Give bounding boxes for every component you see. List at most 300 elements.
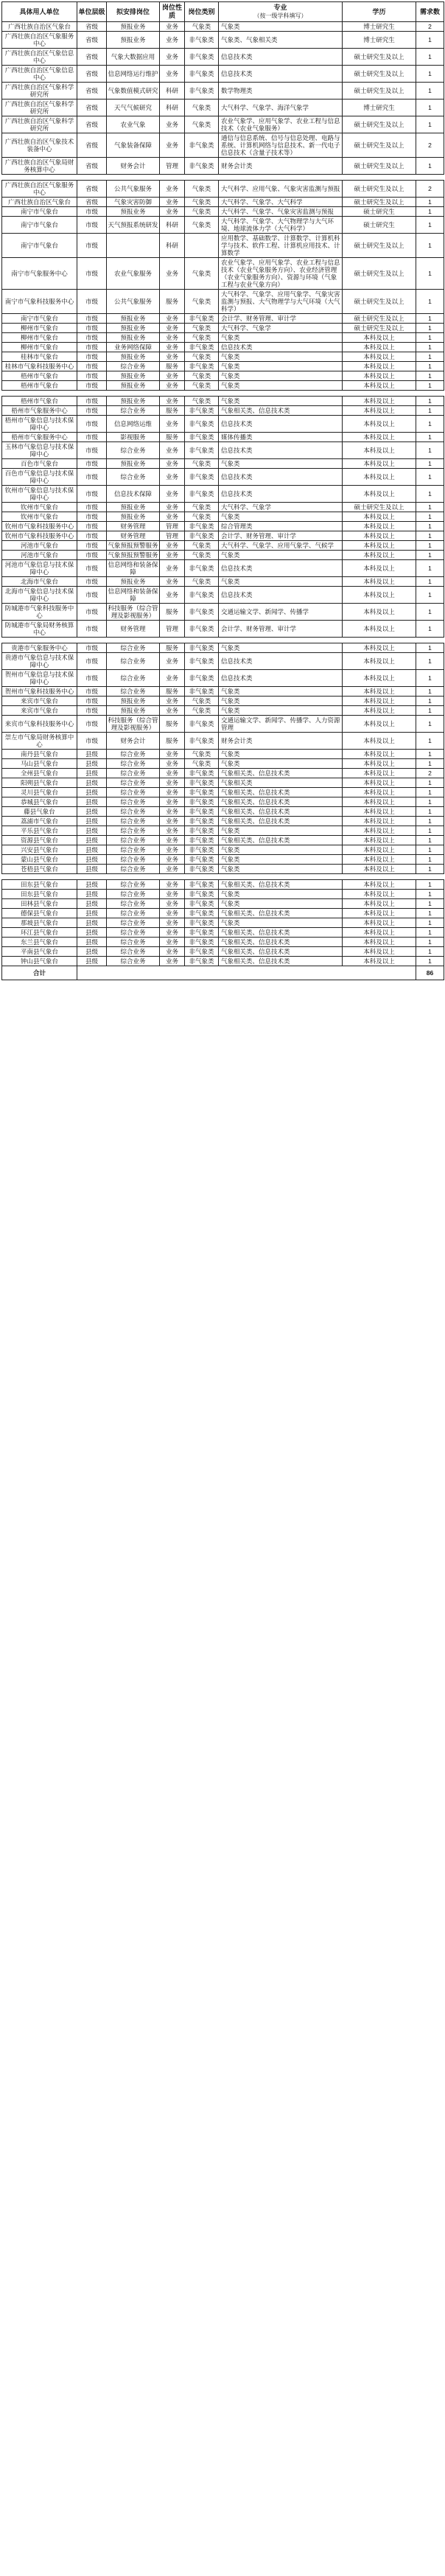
table-row [2, 697, 444, 706]
cell-position: 综合业务 [107, 769, 160, 778]
table-row [2, 486, 444, 503]
cell-unit: 防城港市气象局财务核算中心 [2, 621, 77, 638]
cell-level: 省级 [77, 198, 107, 207]
cell-position: 业务网络保障 [107, 343, 160, 352]
cell-level: 市级 [77, 207, 107, 217]
table-row [2, 560, 444, 577]
cell-level: 县级 [77, 817, 107, 826]
cell-education: 本科及以上 [343, 512, 416, 522]
cell-level: 市级 [77, 670, 107, 687]
table-row [2, 865, 444, 874]
table-header-row [2, 2, 444, 22]
cell-nature: 业务 [160, 512, 185, 522]
cell-level: 市级 [77, 643, 107, 653]
cell-education: 本科及以上 [343, 442, 416, 459]
cell-nature: 业务 [160, 928, 185, 938]
cell-nature: 服务 [160, 290, 185, 314]
table-row [2, 416, 444, 433]
cell-level: 省级 [77, 49, 107, 66]
cell-education: 博士研究生 [343, 22, 416, 32]
cell-nature: 业务 [160, 181, 185, 198]
cell-major: 信息技术类 [219, 486, 343, 503]
cell-education: 本科及以上 [343, 687, 416, 697]
cell-level: 市级 [77, 531, 107, 541]
cell-level: 市级 [77, 333, 107, 343]
cell-education: 本科及以上 [343, 855, 416, 865]
cell-level: 市级 [77, 371, 107, 381]
cell-education: 本科及以上 [343, 560, 416, 577]
cell-count: 1 [416, 899, 444, 909]
cell-unit: 灵川县气象台 [2, 788, 77, 797]
header-position: 拟安排岗位 [107, 2, 160, 22]
cell-major: 财务会计类 [219, 733, 343, 750]
cell-count: 1 [416, 687, 444, 697]
table-row [2, 198, 444, 207]
cell-count: 1 [416, 706, 444, 716]
table-row [2, 522, 444, 531]
cell-category: 非气象类 [185, 343, 219, 352]
cell-education: 硕士研究生及以上 [343, 290, 416, 314]
cell-unit: 河池市气象台 [2, 551, 77, 560]
cell-nature: 业务 [160, 865, 185, 874]
cell-count: 1 [416, 469, 444, 486]
cell-unit: 田林县气象台 [2, 899, 77, 909]
cell-education: 本科及以上 [343, 890, 416, 899]
table-row [2, 890, 444, 899]
cell-education: 本科及以上 [343, 416, 416, 433]
cell-nature: 服务 [160, 406, 185, 416]
cell-count: 1 [416, 66, 444, 83]
cell-category: 非气象类 [185, 788, 219, 797]
cell-category: 非气象类 [185, 928, 219, 938]
cell-position: 信息技术保障 [107, 486, 160, 503]
cell-unit: 来宾市气象台 [2, 706, 77, 716]
cell-major: 气象相关类、信息技术类 [219, 957, 343, 966]
cell-nature: 业务 [160, 314, 185, 324]
cell-level: 县级 [77, 797, 107, 807]
cell-nature: 业务 [160, 938, 185, 947]
cell-unit: 环江县气象台 [2, 928, 77, 938]
cell-education: 硕士研究生及以上 [343, 133, 416, 158]
cell-nature: 业务 [160, 788, 185, 797]
cell-count: 2 [416, 769, 444, 778]
cell-category: 气象类 [185, 100, 219, 116]
cell-education: 硕士研究生及以上 [343, 181, 416, 198]
cell-education: 硕士研究生及以上 [343, 49, 416, 66]
cell-count: 1 [416, 909, 444, 918]
cell-category: 气象类 [185, 551, 219, 560]
section-gap [2, 391, 444, 397]
cell-level: 县级 [77, 759, 107, 769]
table-row [2, 433, 444, 442]
cell-education: 本科及以上 [343, 381, 416, 391]
cell-level: 市级 [77, 352, 107, 362]
table-row [2, 116, 444, 133]
cell-nature: 服务 [160, 362, 185, 371]
cell-count: 1 [416, 416, 444, 433]
cell-unit: 南宁市气象台 [2, 314, 77, 324]
cell-education: 硕士研究生及以上 [343, 158, 416, 175]
cell-major: 气象类 [219, 918, 343, 928]
cell-education: 本科及以上 [343, 928, 416, 938]
cell-count: 1 [416, 621, 444, 638]
table-row [2, 207, 444, 217]
cell-category: 非气象类 [185, 643, 219, 653]
cell-position: 综合业务 [107, 653, 160, 670]
cell-level: 县级 [77, 769, 107, 778]
cell-level: 市级 [77, 290, 107, 314]
cell-major: 气象类 [219, 687, 343, 697]
cell-education: 本科及以上 [343, 352, 416, 362]
cell-category: 非气象类 [185, 83, 219, 100]
cell-level: 县级 [77, 947, 107, 957]
cell-unit: 恭城县气象台 [2, 797, 77, 807]
cell-major: 气象类 [219, 759, 343, 769]
cell-unit: 资源县气象台 [2, 836, 77, 845]
cell-position: 农业气象服务 [107, 258, 160, 290]
cell-major: 媒体传播类 [219, 433, 343, 442]
cell-category: 非气象类 [185, 855, 219, 865]
cell-category: 非气象类 [185, 733, 219, 750]
cell-category: 气象类 [185, 198, 219, 207]
cell-nature: 服务 [160, 733, 185, 750]
cell-position: 综合业务 [107, 909, 160, 918]
cell-level: 市级 [77, 541, 107, 551]
cell-position: 预报业务 [107, 459, 160, 469]
cell-position [107, 234, 160, 258]
cell-level: 市级 [77, 560, 107, 577]
cell-position: 预报业务 [107, 381, 160, 391]
cell-education: 本科及以上 [343, 587, 416, 604]
cell-position: 综合业务 [107, 807, 160, 817]
cell-count: 1 [416, 49, 444, 66]
cell-unit: 平南县气象台 [2, 947, 77, 957]
cell-level: 市级 [77, 442, 107, 459]
header-unit: 具体用人单位 [2, 2, 77, 22]
cell-nature: 科研 [160, 234, 185, 258]
cell-major: 气象类 [219, 551, 343, 560]
cell-category: 非气象类 [185, 826, 219, 836]
cell-nature: 业务 [160, 697, 185, 706]
cell-unit: 南丹县气象台 [2, 750, 77, 759]
cell-count: 1 [416, 587, 444, 604]
cell-position: 综合业务 [107, 855, 160, 865]
cell-level: 县级 [77, 938, 107, 947]
cell-level: 县级 [77, 788, 107, 797]
cell-level: 县级 [77, 845, 107, 855]
cell-category: 气象类 [185, 324, 219, 333]
cell-education: 本科及以上 [343, 899, 416, 909]
cell-position: 预报业务 [107, 512, 160, 522]
header-count: 需求数 [416, 2, 444, 22]
cell-major: 大气科学、气象学 [219, 503, 343, 512]
cell-level: 省级 [77, 83, 107, 100]
cell-unit: 马山县气象台 [2, 759, 77, 769]
cell-unit: 梧州市气象服务中心 [2, 433, 77, 442]
cell-position: 综合业务 [107, 778, 160, 788]
cell-major: 会计学、财务管理、审计学 [219, 621, 343, 638]
cell-unit: 南宁市气象服务中心 [2, 258, 77, 290]
cell-education: 硕士研究生及以上 [343, 503, 416, 512]
cell-education: 本科及以上 [343, 670, 416, 687]
table-row [2, 397, 444, 406]
cell-major: 信息技术类 [219, 416, 343, 433]
cell-category: 非气象类 [185, 769, 219, 778]
cell-unit: 梧州市气象台 [2, 397, 77, 406]
cell-unit: 柳州市气象台 [2, 333, 77, 343]
cell-count: 1 [416, 333, 444, 343]
cell-unit: 贵港市气象信息与技术保障中心 [2, 653, 77, 670]
cell-education: 本科及以上 [343, 957, 416, 966]
cell-count: 1 [416, 918, 444, 928]
cell-unit: 广西壮族自治区气象技术装备中心 [2, 133, 77, 158]
cell-level: 省级 [77, 66, 107, 83]
cell-unit: 全州县气象台 [2, 769, 77, 778]
cell-education: 本科及以上 [343, 653, 416, 670]
cell-count: 1 [416, 198, 444, 207]
cell-nature: 业务 [160, 503, 185, 512]
cell-level: 市级 [77, 343, 107, 352]
cell-education: 本科及以上 [343, 938, 416, 947]
cell-level: 县级 [77, 909, 107, 918]
cell-category: 非气象类 [185, 604, 219, 621]
cell-count: 1 [416, 371, 444, 381]
cell-major: 通信与信息系统、信号与信息处理、电路与系统、计算机网络与信息技术、新一代电子信息技术（含量子技术等） [219, 133, 343, 158]
cell-level: 市级 [77, 217, 107, 234]
cell-nature: 业务 [160, 258, 185, 290]
cell-category: 非气象类 [185, 909, 219, 918]
cell-position: 综合业务 [107, 918, 160, 928]
cell-nature: 业务 [160, 198, 185, 207]
cell-position: 天气预报系统研发 [107, 217, 160, 234]
cell-unit: 广西壮族自治区气象服务中心 [2, 32, 77, 49]
cell-nature: 业务 [160, 957, 185, 966]
cell-major: 应用数学、基础数学、计算数学、计算机科学与技术、软件工程、计算机应用技术、计算数学 [219, 234, 343, 258]
cell-education: 本科及以上 [343, 433, 416, 442]
cell-count: 1 [416, 290, 444, 314]
gap-cell [2, 391, 444, 397]
cell-major: 气象相关类、信息技术类 [219, 909, 343, 918]
cell-nature: 业务 [160, 899, 185, 909]
table-row [2, 512, 444, 522]
cell-position: 财务会计 [107, 158, 160, 175]
cell-level: 市级 [77, 687, 107, 697]
cell-major: 气象相关类、信息技术类 [219, 769, 343, 778]
cell-position: 信息网络运维 [107, 416, 160, 433]
cell-unit: 南宁市气象台 [2, 217, 77, 234]
cell-category: 非气象类 [185, 797, 219, 807]
cell-major: 交通运输文学、新闻学、传播学 [219, 604, 343, 621]
cell-level: 市级 [77, 381, 107, 391]
cell-category: 非气象类 [185, 957, 219, 966]
cell-count: 1 [416, 957, 444, 966]
cell-nature: 业务 [160, 381, 185, 391]
cell-position: 预报业务 [107, 697, 160, 706]
cell-nature: 业务 [160, 442, 185, 459]
cell-nature: 业务 [160, 66, 185, 83]
cell-major: 信息技术类 [219, 653, 343, 670]
cell-major: 信息技术类 [219, 49, 343, 66]
cell-position: 综合业务 [107, 957, 160, 966]
cell-unit: 那坡县气象台 [2, 918, 77, 928]
cell-count: 1 [416, 100, 444, 116]
cell-major: 气象相关类、信息技术类 [219, 928, 343, 938]
cell-unit: 河池市气象台 [2, 541, 77, 551]
cell-level: 市级 [77, 314, 107, 324]
total-label: 合计 [2, 966, 77, 980]
cell-unit: 贺州市气象信息与技术保障中心 [2, 670, 77, 687]
table-row [2, 836, 444, 845]
table-row [2, 733, 444, 750]
cell-unit: 广西壮族自治区气象台 [2, 198, 77, 207]
cell-category: 非气象类 [185, 66, 219, 83]
table-row [2, 845, 444, 855]
cell-position: 综合业务 [107, 670, 160, 687]
cell-nature: 业务 [160, 207, 185, 217]
cell-education: 本科及以上 [343, 362, 416, 371]
cell-education: 博士研究生 [343, 32, 416, 49]
cell-major: 农业气象学、应用气象学、农业工程与信息技术（农业气象服务） [219, 116, 343, 133]
cell-major: 气象相关类、信息技术类 [219, 947, 343, 957]
cell-unit: 广西壮族自治区气象科学研究所 [2, 116, 77, 133]
cell-nature: 业务 [160, 817, 185, 826]
cell-position: 科技服务（综合管理及影视服务） [108, 604, 158, 619]
cell-category: 气象类 [185, 290, 219, 314]
cell-major: 气象类 [219, 899, 343, 909]
header-education: 学历 [343, 2, 416, 22]
table-row [2, 899, 444, 909]
cell-major: 气象相关类、信息技术类 [219, 880, 343, 890]
cell-category: 气象类 [185, 577, 219, 587]
cell-count: 1 [416, 928, 444, 938]
table-row [2, 469, 444, 486]
table-row [2, 769, 444, 778]
cell-count: 1 [416, 217, 444, 234]
cell-unit: 南宁市气象科技服务中心 [2, 290, 77, 314]
cell-nature: 服务 [160, 687, 185, 697]
table-row [2, 459, 444, 469]
table-row [2, 290, 444, 314]
cell-position: 预报业务 [107, 32, 160, 49]
cell-position: 综合业务 [107, 865, 160, 874]
cell-major: 气象类 [219, 362, 343, 371]
cell-count: 1 [416, 362, 444, 371]
cell-nature: 业务 [160, 541, 185, 551]
cell-education: 硕士研究生及以上 [343, 258, 416, 290]
cell-position: 综合业务 [107, 362, 160, 371]
cell-nature: 业务 [160, 855, 185, 865]
cell-nature: 业务 [160, 918, 185, 928]
cell-position: 综合业务 [107, 947, 160, 957]
cell-unit: 来宾市气象科技服务中心 [2, 716, 77, 733]
cell-major: 气象相关类、信息技术类 [219, 938, 343, 947]
cell-education: 本科及以上 [343, 621, 416, 638]
cell-count: 1 [416, 653, 444, 670]
cell-category: 非气象类 [185, 716, 219, 733]
cell-nature: 业务 [160, 845, 185, 855]
cell-category: 非气象类 [185, 442, 219, 459]
cell-count: 1 [416, 406, 444, 416]
cell-education: 本科及以上 [343, 918, 416, 928]
cell-position: 综合业务 [107, 817, 160, 826]
cell-major: 气象类 [219, 865, 343, 874]
cell-major: 信息技术类 [219, 560, 343, 577]
cell-unit: 梧州市气象服务中心 [2, 406, 77, 416]
cell-category: 非气象类 [185, 890, 219, 899]
cell-nature: 业务 [160, 397, 185, 406]
cell-position: 财务管理 [107, 621, 160, 638]
cell-count: 1 [416, 83, 444, 100]
cell-category: 非气象类 [185, 406, 219, 416]
cell-education: 本科及以上 [343, 750, 416, 759]
gap-cell [2, 175, 444, 181]
cell-category: 气象类 [185, 759, 219, 769]
cell-nature: 业务 [160, 778, 185, 788]
table-row [2, 687, 444, 697]
cell-education: 本科及以上 [343, 397, 416, 406]
cell-category: 非气象类 [185, 899, 219, 909]
cell-category: 非气象类 [185, 817, 219, 826]
cell-category: 气象类 [185, 352, 219, 362]
cell-level: 市级 [77, 433, 107, 442]
cell-position: 综合业务 [107, 890, 160, 899]
table-row [2, 918, 444, 928]
cell-position: 预报业务 [107, 333, 160, 343]
cell-category: 非气象类 [185, 670, 219, 687]
cell-nature: 业务 [160, 577, 185, 587]
cell-nature: 业务 [160, 836, 185, 845]
cell-position: 综合业务 [107, 687, 160, 697]
cell-position: 综合业务 [107, 880, 160, 890]
cell-major: 信息技术类 [219, 587, 343, 604]
cell-education: 本科及以上 [343, 406, 416, 416]
table-row [2, 49, 444, 66]
cell-count: 1 [416, 716, 444, 733]
table-row [2, 855, 444, 865]
cell-count: 1 [416, 234, 444, 258]
cell-count: 1 [416, 512, 444, 522]
cell-nature: 业务 [160, 49, 185, 66]
cell-category: 非气象类 [185, 416, 219, 433]
header-nature: 岗位性质 [160, 2, 185, 22]
cell-unit: 田东县气象台 [2, 880, 77, 890]
cell-unit: 贵港市气象服务中心 [2, 643, 77, 653]
cell-position: 预报业务 [107, 577, 160, 587]
table-row [2, 22, 444, 32]
cell-level: 市级 [77, 716, 107, 733]
cell-unit: 田东县气象台 [2, 890, 77, 899]
cell-level: 市级 [77, 733, 107, 750]
table-row [2, 750, 444, 759]
cell-count: 1 [416, 947, 444, 957]
cell-unit: 南宁市气象台 [2, 207, 77, 217]
cell-category: 非气象类 [185, 560, 219, 577]
cell-major: 信息技术类 [219, 670, 343, 687]
cell-level: 省级 [77, 158, 107, 175]
cell-education: 本科及以上 [343, 807, 416, 817]
cell-unit: 梧州市气象台 [2, 371, 77, 381]
cell-education: 本科及以上 [343, 947, 416, 957]
section-gap [2, 874, 444, 880]
section-gap [2, 638, 444, 643]
cell-count: 2 [416, 181, 444, 198]
cell-level: 市级 [77, 522, 107, 531]
cell-unit: 荔浦市气象台 [2, 817, 77, 826]
cell-position: 预报业务 [107, 207, 160, 217]
cell-unit: 广西壮族自治区气象局财务核算中心 [2, 158, 77, 175]
cell-count: 1 [416, 560, 444, 577]
total-spacer [77, 966, 416, 980]
